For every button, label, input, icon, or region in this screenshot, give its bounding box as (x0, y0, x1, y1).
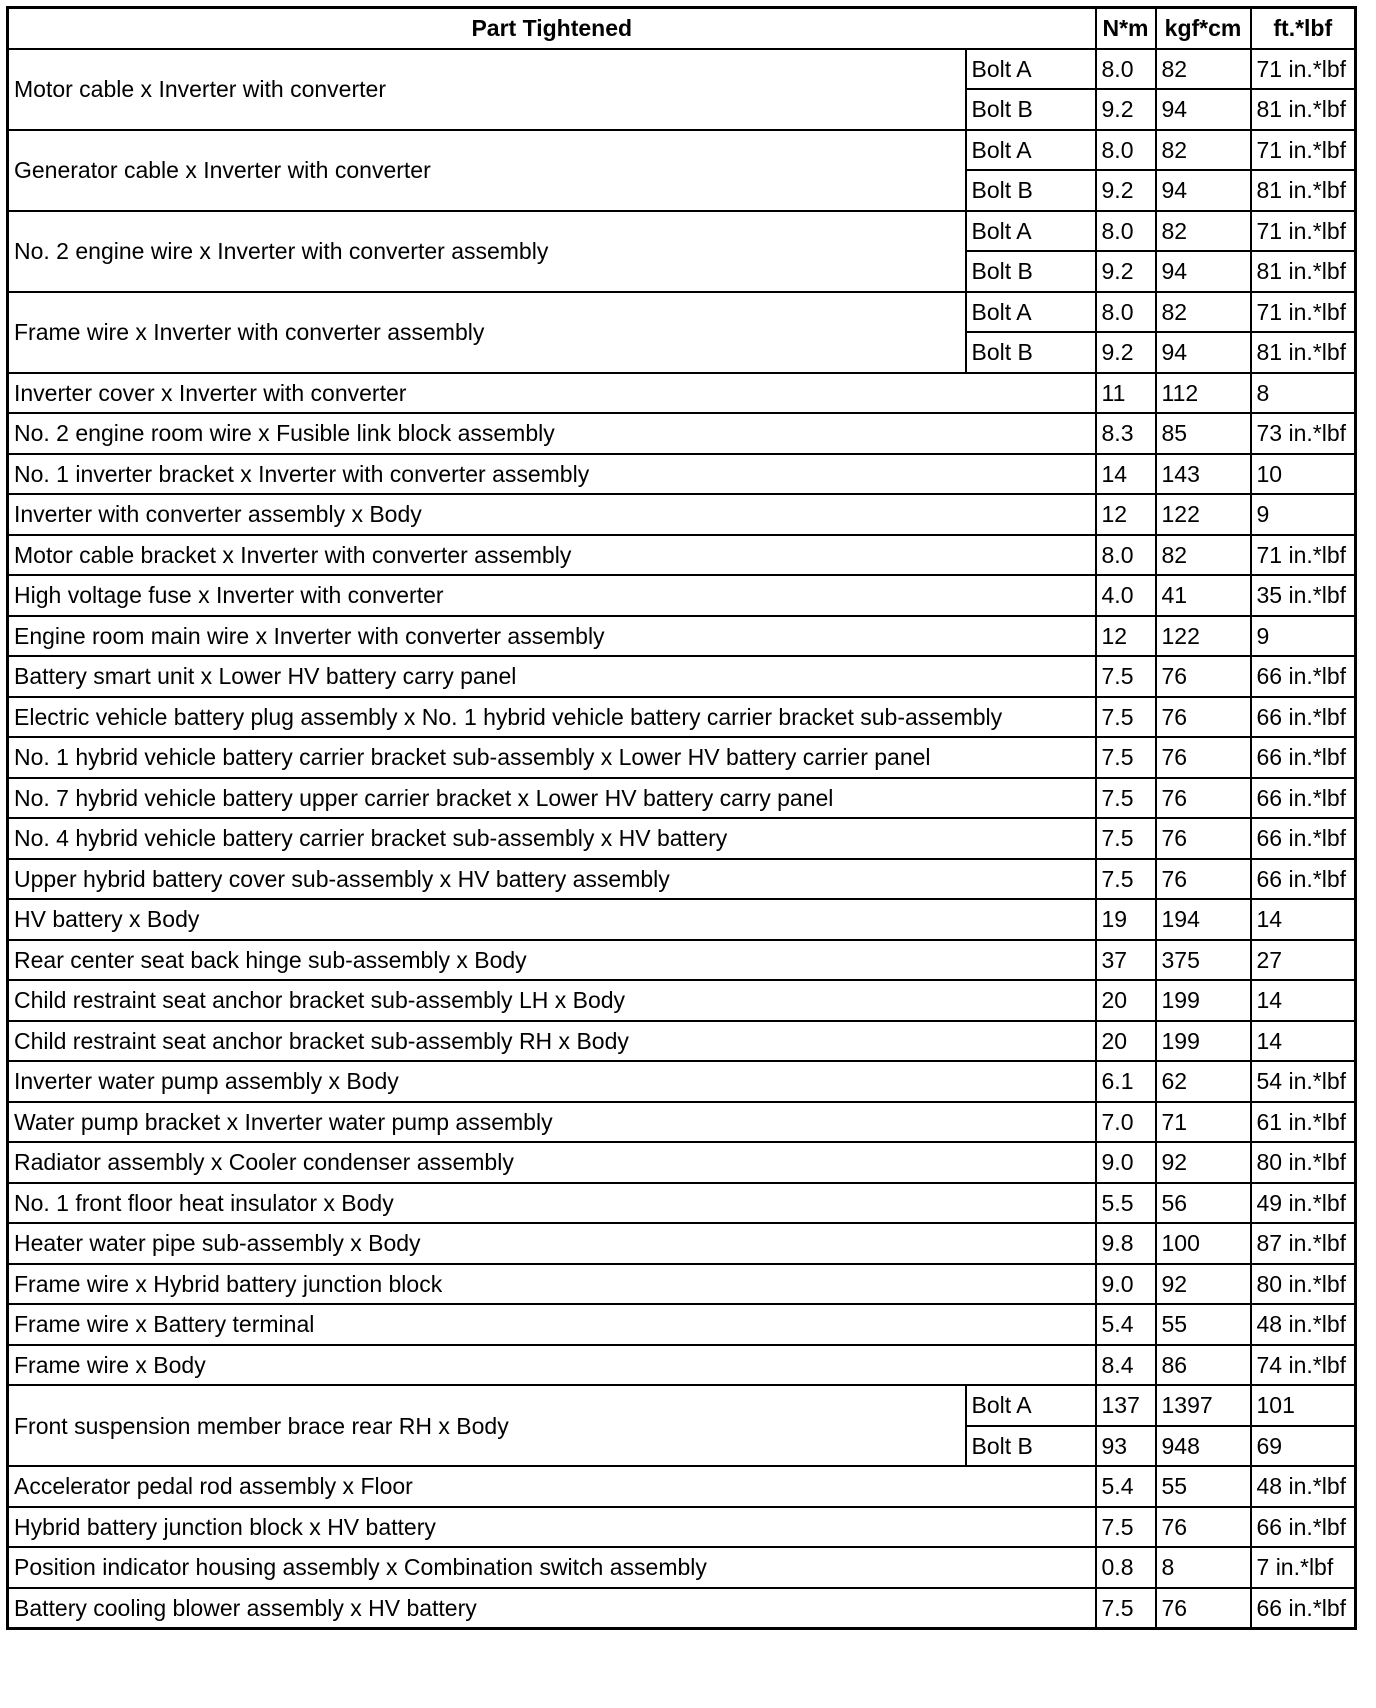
torque-nm-cell: 7.5 (1096, 778, 1156, 819)
torque-nm-cell: 9.2 (1096, 89, 1156, 130)
torque-ft-lbf-cell: 9 (1251, 494, 1356, 535)
table-row (8, 697, 1356, 738)
part-name-cell: No. 4 hybrid vehicle battery carrier bracket sub-assembly x HV battery (8, 818, 1096, 859)
torque-ft-lbf-cell: 81 in.*lbf (1251, 251, 1356, 292)
torque-nm-cell: 7.5 (1096, 656, 1156, 697)
torque-ft-lbf-cell: 27 (1251, 940, 1356, 981)
torque-nm-cell: 8.3 (1096, 413, 1156, 454)
part-name-cell: Rear center seat back hinge sub-assembly x Body (8, 940, 1096, 981)
torque-kgf-cm-cell: 94 (1156, 332, 1251, 373)
torque-nm-cell: 5.5 (1096, 1183, 1156, 1224)
part-name-cell: High voltage fuse x Inverter with converter (8, 575, 1096, 616)
torque-nm-cell: 9.0 (1096, 1142, 1156, 1183)
torque-ft-lbf-cell: 7 in.*lbf (1251, 1547, 1356, 1588)
torque-kgf-cm-cell: 143 (1156, 454, 1251, 495)
torque-nm-cell: 9.0 (1096, 1264, 1156, 1305)
table-row (8, 1264, 1356, 1305)
torque-ft-lbf-cell: 66 in.*lbf (1251, 697, 1356, 738)
part-name-cell: Upper hybrid battery cover sub-assembly x HV battery assembly (8, 859, 1096, 900)
part-name-cell: Electric vehicle battery plug assembly x No. 1 hybrid vehicle battery carrier bracket sub-assembly (8, 697, 1096, 738)
torque-kgf-cm-cell: 76 (1156, 859, 1251, 900)
bolt-label-cell: Bolt A (966, 1385, 1096, 1426)
torque-nm-cell: 8.0 (1096, 292, 1156, 333)
torque-kgf-cm-cell: 199 (1156, 1021, 1251, 1062)
torque-kgf-cm-cell: 76 (1156, 1588, 1251, 1629)
table-body (8, 49, 1356, 1629)
table-row (8, 1588, 1356, 1629)
torque-kgf-cm-cell: 76 (1156, 818, 1251, 859)
torque-nm-cell: 0.8 (1096, 1547, 1156, 1588)
table-row (8, 940, 1356, 981)
table-row (8, 737, 1356, 778)
torque-kgf-cm-cell: 76 (1156, 1507, 1251, 1548)
table-row (8, 1466, 1356, 1507)
bolt-label-cell: Bolt B (966, 1426, 1096, 1467)
torque-nm-cell: 12 (1096, 616, 1156, 657)
part-name-cell: Position indicator housing assembly x Combination switch assembly (8, 1547, 1096, 1588)
torque-nm-cell: 6.1 (1096, 1061, 1156, 1102)
torque-ft-lbf-cell: 14 (1251, 1021, 1356, 1062)
torque-nm-cell: 7.5 (1096, 1588, 1156, 1629)
torque-kgf-cm-cell: 194 (1156, 899, 1251, 940)
torque-ft-lbf-cell: 69 (1251, 1426, 1356, 1467)
part-name-cell: Motor cable x Inverter with converter (8, 49, 966, 130)
table-row (8, 454, 1356, 495)
part-name-cell: Motor cable bracket x Inverter with converter assembly (8, 535, 1096, 576)
torque-kgf-cm-cell: 375 (1156, 940, 1251, 981)
table-row (8, 899, 1356, 940)
torque-nm-cell: 9.8 (1096, 1223, 1156, 1264)
torque-kgf-cm-cell: 71 (1156, 1102, 1251, 1143)
torque-kgf-cm-cell: 122 (1156, 494, 1251, 535)
torque-kgf-cm-cell: 100 (1156, 1223, 1251, 1264)
torque-kgf-cm-cell: 948 (1156, 1426, 1251, 1467)
table-row (8, 373, 1356, 414)
torque-nm-cell: 19 (1096, 899, 1156, 940)
part-name-cell: No. 1 inverter bracket x Inverter with converter assembly (8, 454, 1096, 495)
part-name-cell: Frame wire x Body (8, 1345, 1096, 1386)
torque-ft-lbf-cell: 66 in.*lbf (1251, 1507, 1356, 1548)
torque-nm-cell: 7.0 (1096, 1102, 1156, 1143)
torque-kgf-cm-cell: 62 (1156, 1061, 1251, 1102)
part-name-cell: Frame wire x Battery terminal (8, 1304, 1096, 1345)
part-name-cell: Battery smart unit x Lower HV battery carry panel (8, 656, 1096, 697)
table-row (8, 1547, 1356, 1588)
torque-nm-cell: 8.0 (1096, 211, 1156, 252)
table-row (8, 980, 1356, 1021)
torque-nm-cell: 9.2 (1096, 170, 1156, 211)
torque-nm-cell: 9.2 (1096, 332, 1156, 373)
torque-kgf-cm-cell: 56 (1156, 1183, 1251, 1224)
torque-nm-cell: 8.0 (1096, 130, 1156, 171)
part-name-cell: No. 2 engine wire x Inverter with converter assembly (8, 211, 966, 292)
torque-kgf-cm-cell: 122 (1156, 616, 1251, 657)
table-row (8, 535, 1356, 576)
part-name-cell: Frame wire x Inverter with converter assembly (8, 292, 966, 373)
table-row (8, 1183, 1356, 1224)
torque-kgf-cm-cell: 41 (1156, 575, 1251, 616)
torque-kgf-cm-cell: 82 (1156, 130, 1251, 171)
torque-nm-cell: 37 (1096, 940, 1156, 981)
torque-nm-cell: 5.4 (1096, 1304, 1156, 1345)
part-name-cell: Inverter water pump assembly x Body (8, 1061, 1096, 1102)
part-name-cell: Water pump bracket x Inverter water pump assembly (8, 1102, 1096, 1143)
table-row (8, 292, 1356, 333)
torque-kgf-cm-cell: 55 (1156, 1304, 1251, 1345)
torque-kgf-cm-cell: 82 (1156, 535, 1251, 576)
torque-nm-cell: 7.5 (1096, 697, 1156, 738)
torque-nm-cell: 20 (1096, 980, 1156, 1021)
table-row (8, 1061, 1356, 1102)
table-row (8, 49, 1356, 90)
torque-ft-lbf-cell: 66 in.*lbf (1251, 818, 1356, 859)
torque-kgf-cm-cell: 55 (1156, 1466, 1251, 1507)
torque-ft-lbf-cell: 66 in.*lbf (1251, 778, 1356, 819)
torque-ft-lbf-cell: 14 (1251, 980, 1356, 1021)
torque-nm-cell: 12 (1096, 494, 1156, 535)
bolt-label-cell: Bolt A (966, 130, 1096, 171)
torque-nm-cell: 93 (1096, 1426, 1156, 1467)
table-row (8, 211, 1356, 252)
torque-ft-lbf-cell: 81 in.*lbf (1251, 332, 1356, 373)
part-name-cell: No. 1 front floor heat insulator x Body (8, 1183, 1096, 1224)
torque-ft-lbf-cell: 14 (1251, 899, 1356, 940)
table-row (8, 575, 1356, 616)
torque-kgf-cm-cell: 94 (1156, 89, 1251, 130)
bolt-label-cell: Bolt A (966, 49, 1096, 90)
torque-kgf-cm-cell: 82 (1156, 292, 1251, 333)
torque-kgf-cm-cell: 76 (1156, 737, 1251, 778)
table-row (8, 1102, 1356, 1143)
torque-kgf-cm-cell: 199 (1156, 980, 1251, 1021)
bolt-label-cell: Bolt B (966, 89, 1096, 130)
torque-ft-lbf-cell: 71 in.*lbf (1251, 292, 1356, 333)
part-name-cell: Inverter with converter assembly x Body (8, 494, 1096, 535)
part-name-cell: Heater water pipe sub-assembly x Body (8, 1223, 1096, 1264)
torque-nm-cell: 8.0 (1096, 49, 1156, 90)
torque-ft-lbf-cell: 71 in.*lbf (1251, 49, 1356, 90)
table-row (8, 818, 1356, 859)
torque-ft-lbf-cell: 71 in.*lbf (1251, 535, 1356, 576)
header-nm: N*m (1096, 8, 1156, 49)
header-ft-lbf: ft.*lbf (1251, 8, 1356, 49)
header-row (8, 8, 1356, 49)
torque-ft-lbf-cell: 66 in.*lbf (1251, 1588, 1356, 1629)
torque-kgf-cm-cell: 76 (1156, 778, 1251, 819)
part-name-cell: Generator cable x Inverter with converter (8, 130, 966, 211)
torque-nm-cell: 8.0 (1096, 535, 1156, 576)
torque-kgf-cm-cell: 76 (1156, 656, 1251, 697)
part-name-cell: Inverter cover x Inverter with converter (8, 373, 1096, 414)
torque-ft-lbf-cell: 10 (1251, 454, 1356, 495)
table-row (8, 413, 1356, 454)
torque-ft-lbf-cell: 48 in.*lbf (1251, 1304, 1356, 1345)
torque-kgf-cm-cell: 8 (1156, 1547, 1251, 1588)
torque-ft-lbf-cell: 80 in.*lbf (1251, 1142, 1356, 1183)
part-name-cell: No. 7 hybrid vehicle battery upper carrier bracket x Lower HV battery carry panel (8, 778, 1096, 819)
table-row (8, 778, 1356, 819)
bolt-label-cell: Bolt A (966, 292, 1096, 333)
torque-kgf-cm-cell: 86 (1156, 1345, 1251, 1386)
table-row (8, 1223, 1356, 1264)
torque-nm-cell: 7.5 (1096, 1507, 1156, 1548)
torque-kgf-cm-cell: 1397 (1156, 1385, 1251, 1426)
torque-ft-lbf-cell: 66 in.*lbf (1251, 859, 1356, 900)
torque-kgf-cm-cell: 94 (1156, 170, 1251, 211)
table-row (8, 1507, 1356, 1548)
torque-ft-lbf-cell: 71 in.*lbf (1251, 211, 1356, 252)
torque-kgf-cm-cell: 82 (1156, 49, 1251, 90)
table-row (8, 1304, 1356, 1345)
torque-specification-table (6, 6, 1357, 1630)
table-row (8, 859, 1356, 900)
torque-nm-cell: 4.0 (1096, 575, 1156, 616)
torque-nm-cell: 7.5 (1096, 859, 1156, 900)
torque-ft-lbf-cell: 66 in.*lbf (1251, 656, 1356, 697)
torque-kgf-cm-cell: 92 (1156, 1142, 1251, 1183)
torque-ft-lbf-cell: 35 in.*lbf (1251, 575, 1356, 616)
torque-kgf-cm-cell: 94 (1156, 251, 1251, 292)
part-name-cell: Engine room main wire x Inverter with converter assembly (8, 616, 1096, 657)
torque-ft-lbf-cell: 81 in.*lbf (1251, 170, 1356, 211)
part-name-cell: Battery cooling blower assembly x HV battery (8, 1588, 1096, 1629)
bolt-label-cell: Bolt B (966, 170, 1096, 211)
part-name-cell: HV battery x Body (8, 899, 1096, 940)
torque-nm-cell: 7.5 (1096, 737, 1156, 778)
part-name-cell: Accelerator pedal rod assembly x Floor (8, 1466, 1096, 1507)
table-row (8, 1345, 1356, 1386)
torque-nm-cell: 11 (1096, 373, 1156, 414)
part-name-cell: Child restraint seat anchor bracket sub-assembly RH x Body (8, 1021, 1096, 1062)
table-row (8, 656, 1356, 697)
part-name-cell: No. 2 engine room wire x Fusible link block assembly (8, 413, 1096, 454)
torque-nm-cell: 9.2 (1096, 251, 1156, 292)
table-row (8, 616, 1356, 657)
torque-ft-lbf-cell: 54 in.*lbf (1251, 1061, 1356, 1102)
torque-ft-lbf-cell: 73 in.*lbf (1251, 413, 1356, 454)
torque-kgf-cm-cell: 92 (1156, 1264, 1251, 1305)
torque-kgf-cm-cell: 82 (1156, 211, 1251, 252)
table-row (8, 1385, 1356, 1426)
torque-ft-lbf-cell: 9 (1251, 616, 1356, 657)
torque-ft-lbf-cell: 87 in.*lbf (1251, 1223, 1356, 1264)
part-name-cell: No. 1 hybrid vehicle battery carrier bracket sub-assembly x Lower HV battery carrier panel (8, 737, 1096, 778)
part-name-cell: Radiator assembly x Cooler condenser assembly (8, 1142, 1096, 1183)
table-row (8, 494, 1356, 535)
table-row (8, 1142, 1356, 1183)
torque-nm-cell: 7.5 (1096, 818, 1156, 859)
torque-ft-lbf-cell: 48 in.*lbf (1251, 1466, 1356, 1507)
bolt-label-cell: Bolt B (966, 251, 1096, 292)
torque-nm-cell: 137 (1096, 1385, 1156, 1426)
torque-kgf-cm-cell: 76 (1156, 697, 1251, 738)
header-part-tightened: Part Tightened (8, 8, 1096, 49)
bolt-label-cell: Bolt A (966, 211, 1096, 252)
torque-nm-cell: 14 (1096, 454, 1156, 495)
torque-ft-lbf-cell: 101 (1251, 1385, 1356, 1426)
torque-ft-lbf-cell: 81 in.*lbf (1251, 89, 1356, 130)
torque-ft-lbf-cell: 74 in.*lbf (1251, 1345, 1356, 1386)
torque-ft-lbf-cell: 80 in.*lbf (1251, 1264, 1356, 1305)
torque-nm-cell: 20 (1096, 1021, 1156, 1062)
header-kgf-cm: kgf*cm (1156, 8, 1251, 49)
torque-ft-lbf-cell: 71 in.*lbf (1251, 130, 1356, 171)
table-row (8, 1021, 1356, 1062)
part-name-cell: Hybrid battery junction block x HV battery (8, 1507, 1096, 1548)
torque-ft-lbf-cell: 8 (1251, 373, 1356, 414)
torque-ft-lbf-cell: 49 in.*lbf (1251, 1183, 1356, 1224)
torque-nm-cell: 8.4 (1096, 1345, 1156, 1386)
bolt-label-cell: Bolt B (966, 332, 1096, 373)
torque-ft-lbf-cell: 61 in.*lbf (1251, 1102, 1356, 1143)
torque-kgf-cm-cell: 85 (1156, 413, 1251, 454)
part-name-cell: Frame wire x Hybrid battery junction block (8, 1264, 1096, 1305)
torque-ft-lbf-cell: 66 in.*lbf (1251, 737, 1356, 778)
torque-kgf-cm-cell: 112 (1156, 373, 1251, 414)
part-name-cell: Child restraint seat anchor bracket sub-assembly LH x Body (8, 980, 1096, 1021)
table-row (8, 130, 1356, 171)
part-name-cell: Front suspension member brace rear RH x Body (8, 1385, 966, 1466)
torque-nm-cell: 5.4 (1096, 1466, 1156, 1507)
